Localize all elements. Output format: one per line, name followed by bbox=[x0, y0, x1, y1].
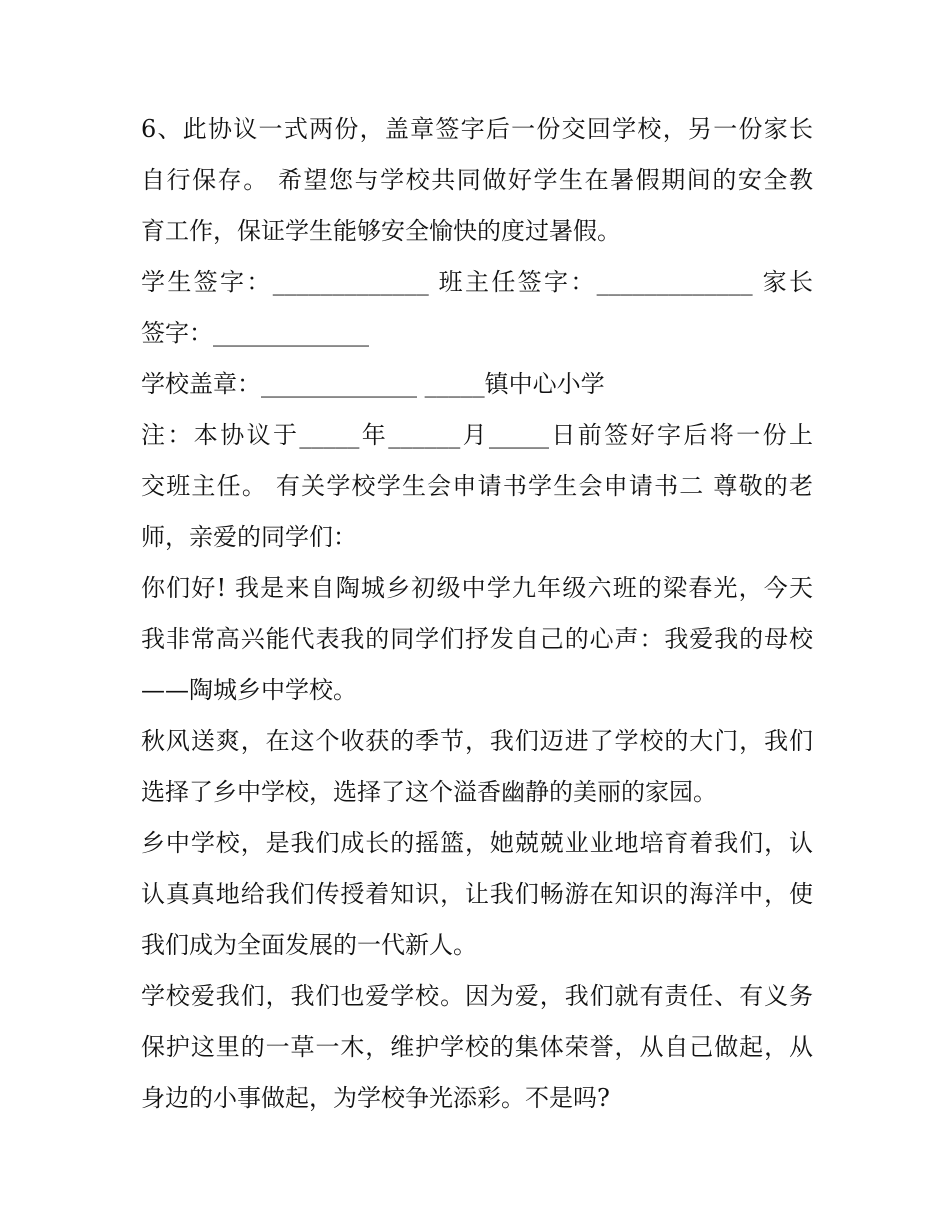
text-line: 秋风送爽，在这个收获的季节，我们迈进了学校的大门，我们 bbox=[141, 727, 813, 755]
signature-line: 签字：_____________ bbox=[141, 319, 369, 347]
text-line: 我们成为全面发展的一代新人。 bbox=[141, 931, 477, 959]
text-line: 注：本协议于_____年______月_____日前签好字后将一份上 bbox=[141, 421, 813, 449]
text-line: 6、此协议一式两份，盖章签字后一份交回学校，另一份家长 bbox=[141, 115, 813, 143]
text-line: 乡中学校，是我们成长的摇篮，她兢兢业业地培育着我们，认 bbox=[141, 829, 813, 857]
text-line: 选择了乡中学校，选择了这个溢香幽静的美丽的家园。 bbox=[141, 778, 717, 806]
text-line: 认真真地给我们传授着知识，让我们畅游在知识的海洋中，使 bbox=[141, 880, 813, 908]
document-body bbox=[141, 104, 813, 1124]
text-line: 你们好! 我是来自陶城乡初级中学九年级六班的梁春光，今天 bbox=[141, 574, 813, 602]
text-line: 师，亲爱的同学们： bbox=[141, 523, 357, 551]
text-line: 自行保存。 希望您与学校共同做好学生在暑假期间的安全教 bbox=[141, 166, 813, 194]
text-line: 交班主任。 有关学校学生会申请书学生会申请书二 尊敬的老 bbox=[141, 472, 813, 500]
signature-line: 学生签字：_____________ 班主任签字：_____________ 家长 bbox=[141, 268, 813, 296]
school-seal-line: 学校盖章：_____________ _____镇中心小学 bbox=[141, 370, 605, 398]
text-line: 身边的小事做起，为学校争光添彩。不是吗? bbox=[141, 1084, 610, 1112]
text-line: 保护这里的一草一木，维护学校的集体荣誉，从自己做起，从 bbox=[141, 1033, 813, 1061]
text-line: ——陶城乡中学校。 bbox=[141, 676, 357, 704]
text-line: 我非常高兴能代表我的同学们抒发自己的心声：我爱我的母校 bbox=[141, 625, 813, 653]
text-line: 育工作，保证学生能够安全愉快的度过暑假。 bbox=[141, 217, 621, 245]
text-line: 学校爱我们，我们也爱学校。因为爱，我们就有责任、有义务 bbox=[141, 982, 813, 1010]
